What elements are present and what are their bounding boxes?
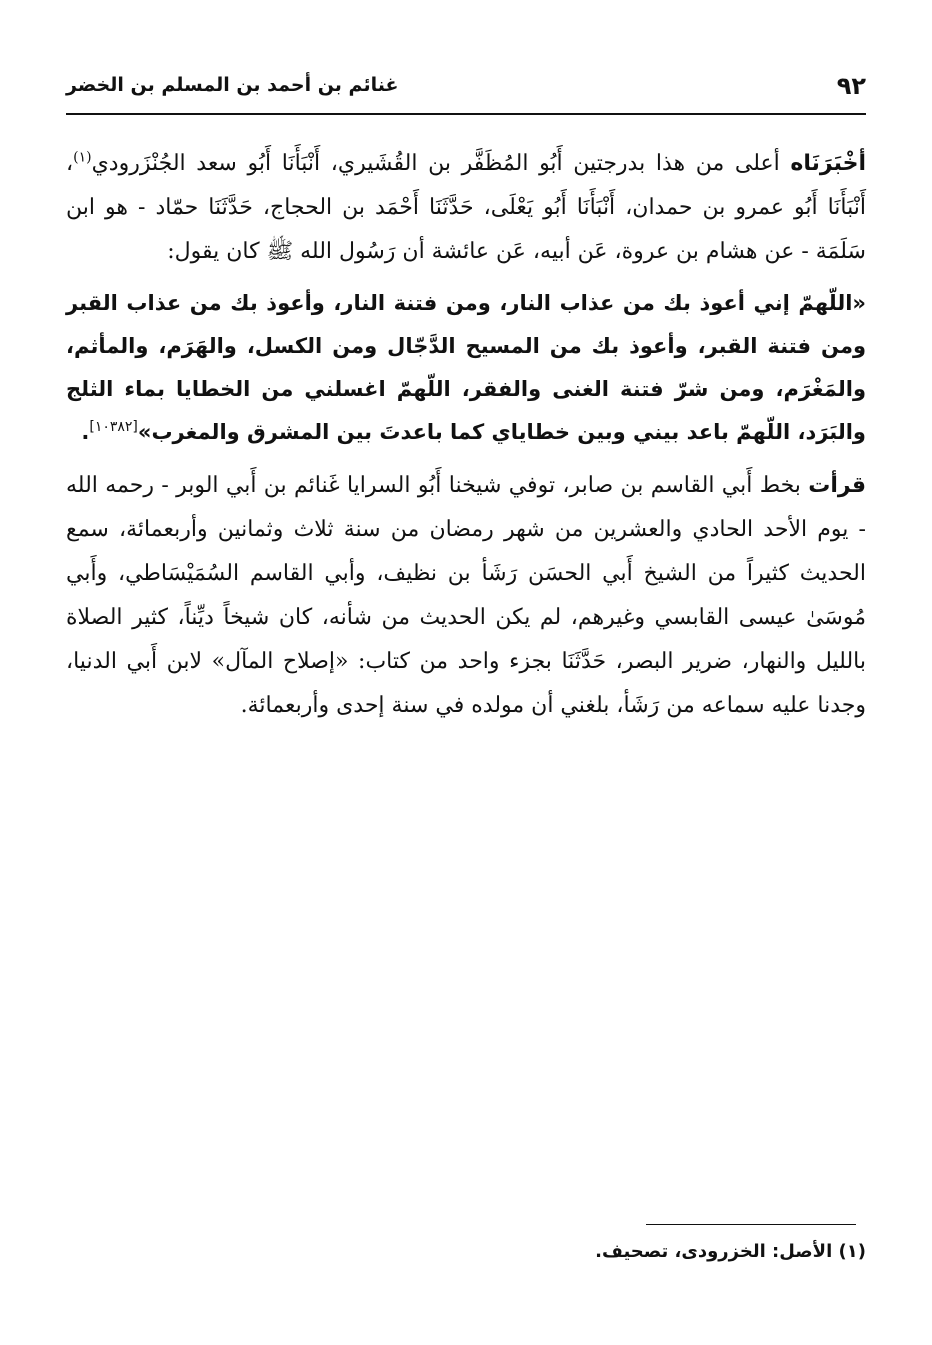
paragraph-lead-word: أخْبَرَنَاه xyxy=(790,151,866,176)
paragraph-hadith xyxy=(66,282,866,454)
paragraph-text: بخط أَبي القاسم بن صابر، توفي شيخنا أَبُو السرايا غَنائم بن أَبي الوبر - رحمه الله - يوم الأحد الحادي والعشرين من شهر رمضان من سنة ثلاث وثمانين وأربعمائة، سمع الحديث كثيراً من الشيخ أَبي الحسَن رَشَأ بن نظيف، وأبي القاسم السُمَيْسَاطي، وأَبي مُوسَىٰ عيسى القابسي وغيرهم، لم يكن الحديث من شأنه، كان شيخاً ديِّناً، كثير الصلاة بالليل والنهار، ضرير البصر، حَدَّثَنَا بجزء واحد من كتاب: «إصلاح المآل» لابن أَبي الدنيا، وجدنا عليه سماعه من رَشَأ، بلغني أن مولده في سنة إحدى وأربعمائة. xyxy=(66,473,866,718)
footnote-marker: (١) xyxy=(838,1241,866,1262)
footnote-rule xyxy=(646,1224,856,1225)
hadith-number: [١٠٣٨٢] xyxy=(89,419,138,435)
paragraph-biography xyxy=(66,464,866,728)
running-title: غنائم بن أحمد بن المسلم بن الخضر xyxy=(66,74,399,96)
paragraph-text: أعلى من هذا بدرجتين أَبُو المُظَفَّر بن القُشَيري، أَنْبَأَنَا أَبُو سعد الجُنْزَرودي xyxy=(91,151,791,176)
paragraph-lead-word: قرأت xyxy=(808,473,866,498)
footnote xyxy=(66,1238,866,1266)
page-body xyxy=(66,142,866,728)
header-rule xyxy=(66,113,866,115)
footnote-text: الأصل: الخزرودى، تصحيف. xyxy=(595,1241,833,1262)
page-number: ٩٢ xyxy=(836,72,866,100)
hadith-text: «اللّهمّ إني أعوذ بك من عذاب النار، ومن فتنة النار، وأعوذ بك من عذاب القبر ومن فتنة القبر، وأعوذ بك من المسيح الدَّجّال ومن الكسل، والهَرَم، والمأثم، والمَغْرَم، ومن شرّ فتنة الغنى والفقر، اللّهمّ اغسلني من الخطايا بماء الثلج والبَرَد، اللّهمّ باعد بيني وبين خطاياي كما باعدتَ بين المشرق والمغرب» xyxy=(66,291,866,444)
hadith-end: . xyxy=(81,420,90,444)
paragraph-isnad xyxy=(66,142,866,274)
footnote-reference: (١) xyxy=(73,149,92,166)
page-header xyxy=(66,70,866,110)
paragraph-text: ، أَنْبَأَنَا أَبُو عمرو بن حمدان، أَنْبَأَنَا أَبُو يَعْلَى، حَدَّثَنَا أَحْمَد بن الحجاج، حَدَّثَنَا حمّاد - هو ابن سَلَمَة - عن هشام بن عروة، عَن أبيه، عَن عائشة أن رَسُول الله ﷺ كان يقول: xyxy=(66,151,866,264)
